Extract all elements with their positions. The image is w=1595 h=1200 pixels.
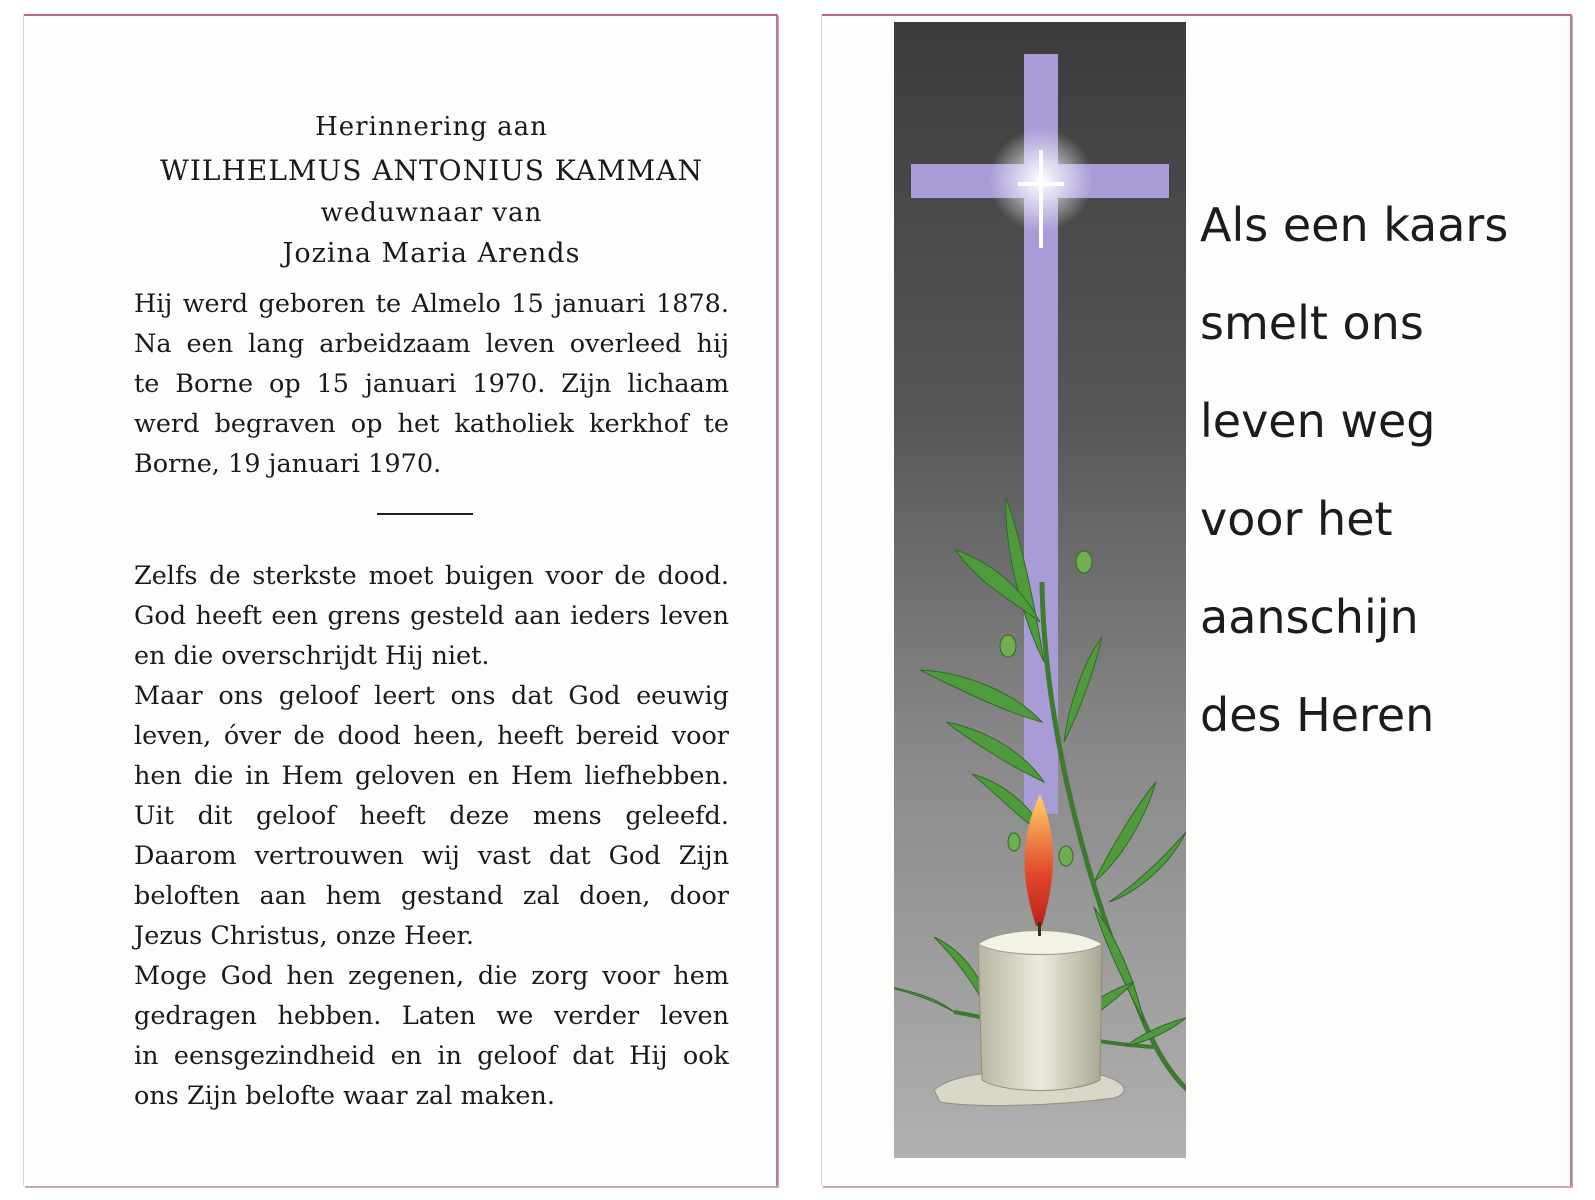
candle-wick: [1038, 922, 1041, 936]
quote-line: des Heren: [1200, 688, 1435, 742]
bio-line: Borne, 19 januari 1970.: [134, 449, 442, 479]
olive: [1076, 551, 1092, 573]
quote-line: voor het: [1200, 492, 1393, 546]
quote-line: aanschijn: [1200, 590, 1419, 644]
olive: [1008, 833, 1020, 851]
cross-candle-olive-branch-illustration: [894, 22, 1186, 1158]
leaf: [894, 984, 954, 1012]
divider: [377, 513, 473, 515]
bio-line: Hij werd geboren te Almelo 15 januari 1878.: [134, 289, 729, 319]
verse-line: Moge God hen zegenen, die zorg voor hem: [134, 961, 729, 991]
verse-line: leven, óver de dood heen, heeft bereid voor: [134, 721, 729, 751]
quote-line: Als een kaars: [1200, 198, 1509, 252]
verse-line: God heeft een grens gesteld aan ieders leven: [134, 601, 729, 631]
verse-line: beloften aan hem gestand zal doen, door: [134, 881, 729, 911]
verse-line: in eensgezindheid en in geloof dat Hij ook: [134, 1041, 729, 1071]
olive: [1000, 635, 1016, 657]
verse-line: gedragen hebben. Laten we verder leven: [134, 1001, 729, 1031]
leaf: [1094, 782, 1156, 882]
deceased-name: WILHELMUS ANTONIUS KAMMAN: [160, 154, 703, 187]
verse-line: Maar ons geloof leert ons dat God eeuwig: [134, 681, 729, 711]
quote-line: leven weg: [1200, 394, 1436, 448]
quote-line: smelt ons: [1200, 296, 1424, 350]
verse-line: hen die in Hem geloven en Hem liefhebben.: [134, 761, 729, 791]
bio-line: werd begraven op het katholiek kerkhof te: [134, 409, 729, 439]
leaf: [920, 670, 1042, 722]
biography: [134, 284, 729, 484]
quote: [1200, 176, 1560, 764]
heading: Herinnering aan: [315, 112, 548, 142]
bio-line: te Borne op 15 januari 1970. Zijn lichaam: [134, 369, 729, 399]
memorial-card-image-side: [822, 14, 1572, 1186]
verse-line: Jezus Christus, onze Heer.: [134, 921, 475, 951]
bio-line: Na een lang arbeidzaam leven overleed hij: [134, 329, 729, 359]
verse-line: en die overschrijdt Hij niet.: [134, 641, 490, 671]
small-cross-horizontal: [1018, 182, 1064, 186]
spouse-name: Jozina Maria Arends: [282, 238, 581, 269]
leaf: [1064, 637, 1102, 742]
verse-line: Zelfs de sterkste moet buigen voor de dood.: [134, 561, 729, 591]
cross-candle-illustration-svg: [894, 22, 1186, 1158]
verse-line: ons Zijn belofte waar zal maken.: [134, 1081, 555, 1111]
consolation-text: [134, 556, 729, 1116]
olive: [1059, 846, 1073, 866]
verse-line: Uit dit geloof heeft deze mens geleefd.: [134, 801, 729, 831]
relation-label: weduwnaar van: [320, 198, 543, 228]
small-cross-vertical: [1039, 150, 1043, 248]
verse-line: Daarom vertrouwen wij vast dat God Zijn: [134, 841, 729, 871]
memorial-card-text-side: [24, 14, 778, 1186]
